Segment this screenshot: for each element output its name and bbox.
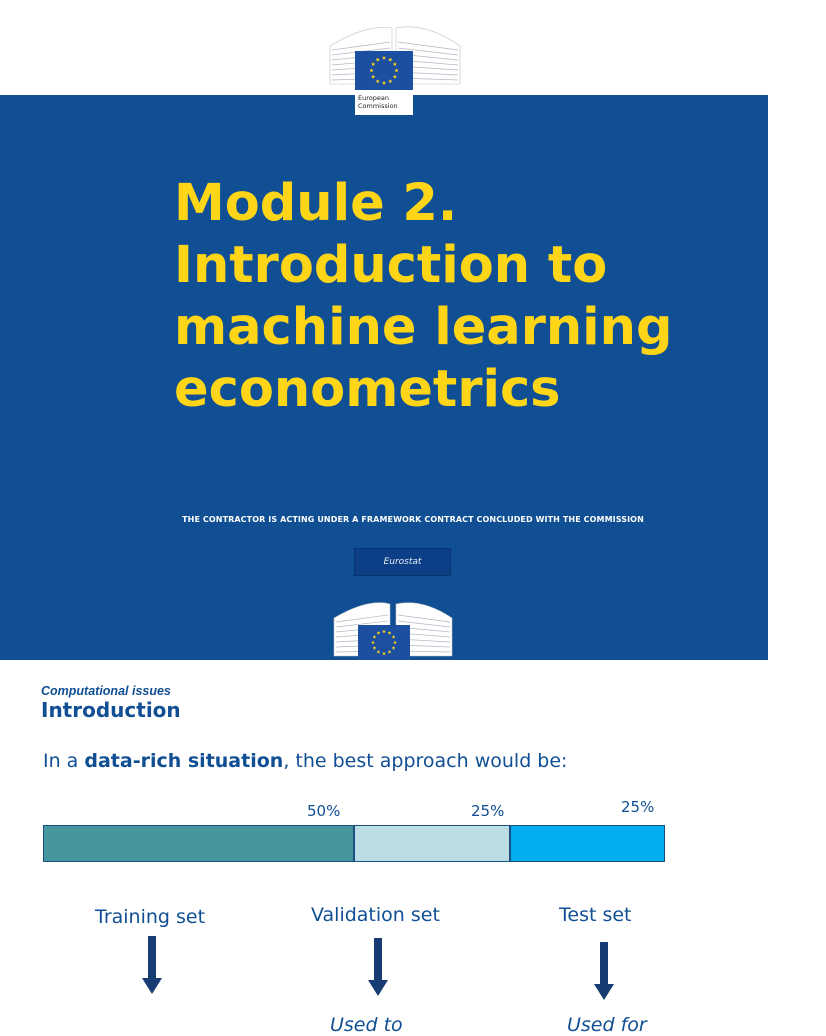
intro-emphasis: data-rich situation (84, 750, 284, 772)
down-arrow-icon (140, 936, 164, 996)
eurostat-badge (354, 548, 451, 576)
down-arrow-icon (592, 942, 616, 1002)
test-set-label: Test set (559, 904, 632, 926)
content-slide (0, 660, 768, 1036)
split-bar-training (43, 825, 354, 862)
slide-heading: Introduction (41, 698, 181, 722)
percent-label-validation: 25% (471, 802, 505, 820)
logo-text-line: European (358, 94, 389, 102)
intro-sentence (43, 750, 567, 772)
title-line: econometrics (174, 360, 561, 419)
contract-disclaimer: THE CONTRACTOR IS ACTING UNDER A FRAMEWORK CONTRACT CONCLUDED WITH THE COMMISSION (182, 515, 644, 524)
title-line: machine learning (174, 298, 673, 357)
percent-label-training: 50% (307, 802, 341, 820)
intro-prefix: In a (43, 750, 85, 772)
split-bar-test (510, 825, 665, 862)
section-label: Computational issues (41, 684, 171, 698)
down-arrow-icon (366, 938, 390, 998)
test-usage-text: Used for (567, 1014, 647, 1036)
slide-title (174, 173, 734, 421)
percent-label-test: 25% (621, 798, 655, 816)
training-set-label: Training set (95, 906, 206, 928)
eurostat-label: Eurostat (383, 557, 422, 567)
split-bar-validation (354, 825, 510, 862)
european-commission-logo (326, 24, 462, 116)
title-line: Introduction to (174, 236, 608, 295)
validation-usage-text: Used to (330, 1014, 403, 1036)
intro-suffix: , the best approach would be: (283, 750, 568, 772)
title-line: Module 2. (174, 174, 458, 233)
title-slide (0, 95, 768, 660)
validation-set-label: Validation set (311, 904, 440, 926)
logo-text-line: Commission (358, 102, 398, 110)
